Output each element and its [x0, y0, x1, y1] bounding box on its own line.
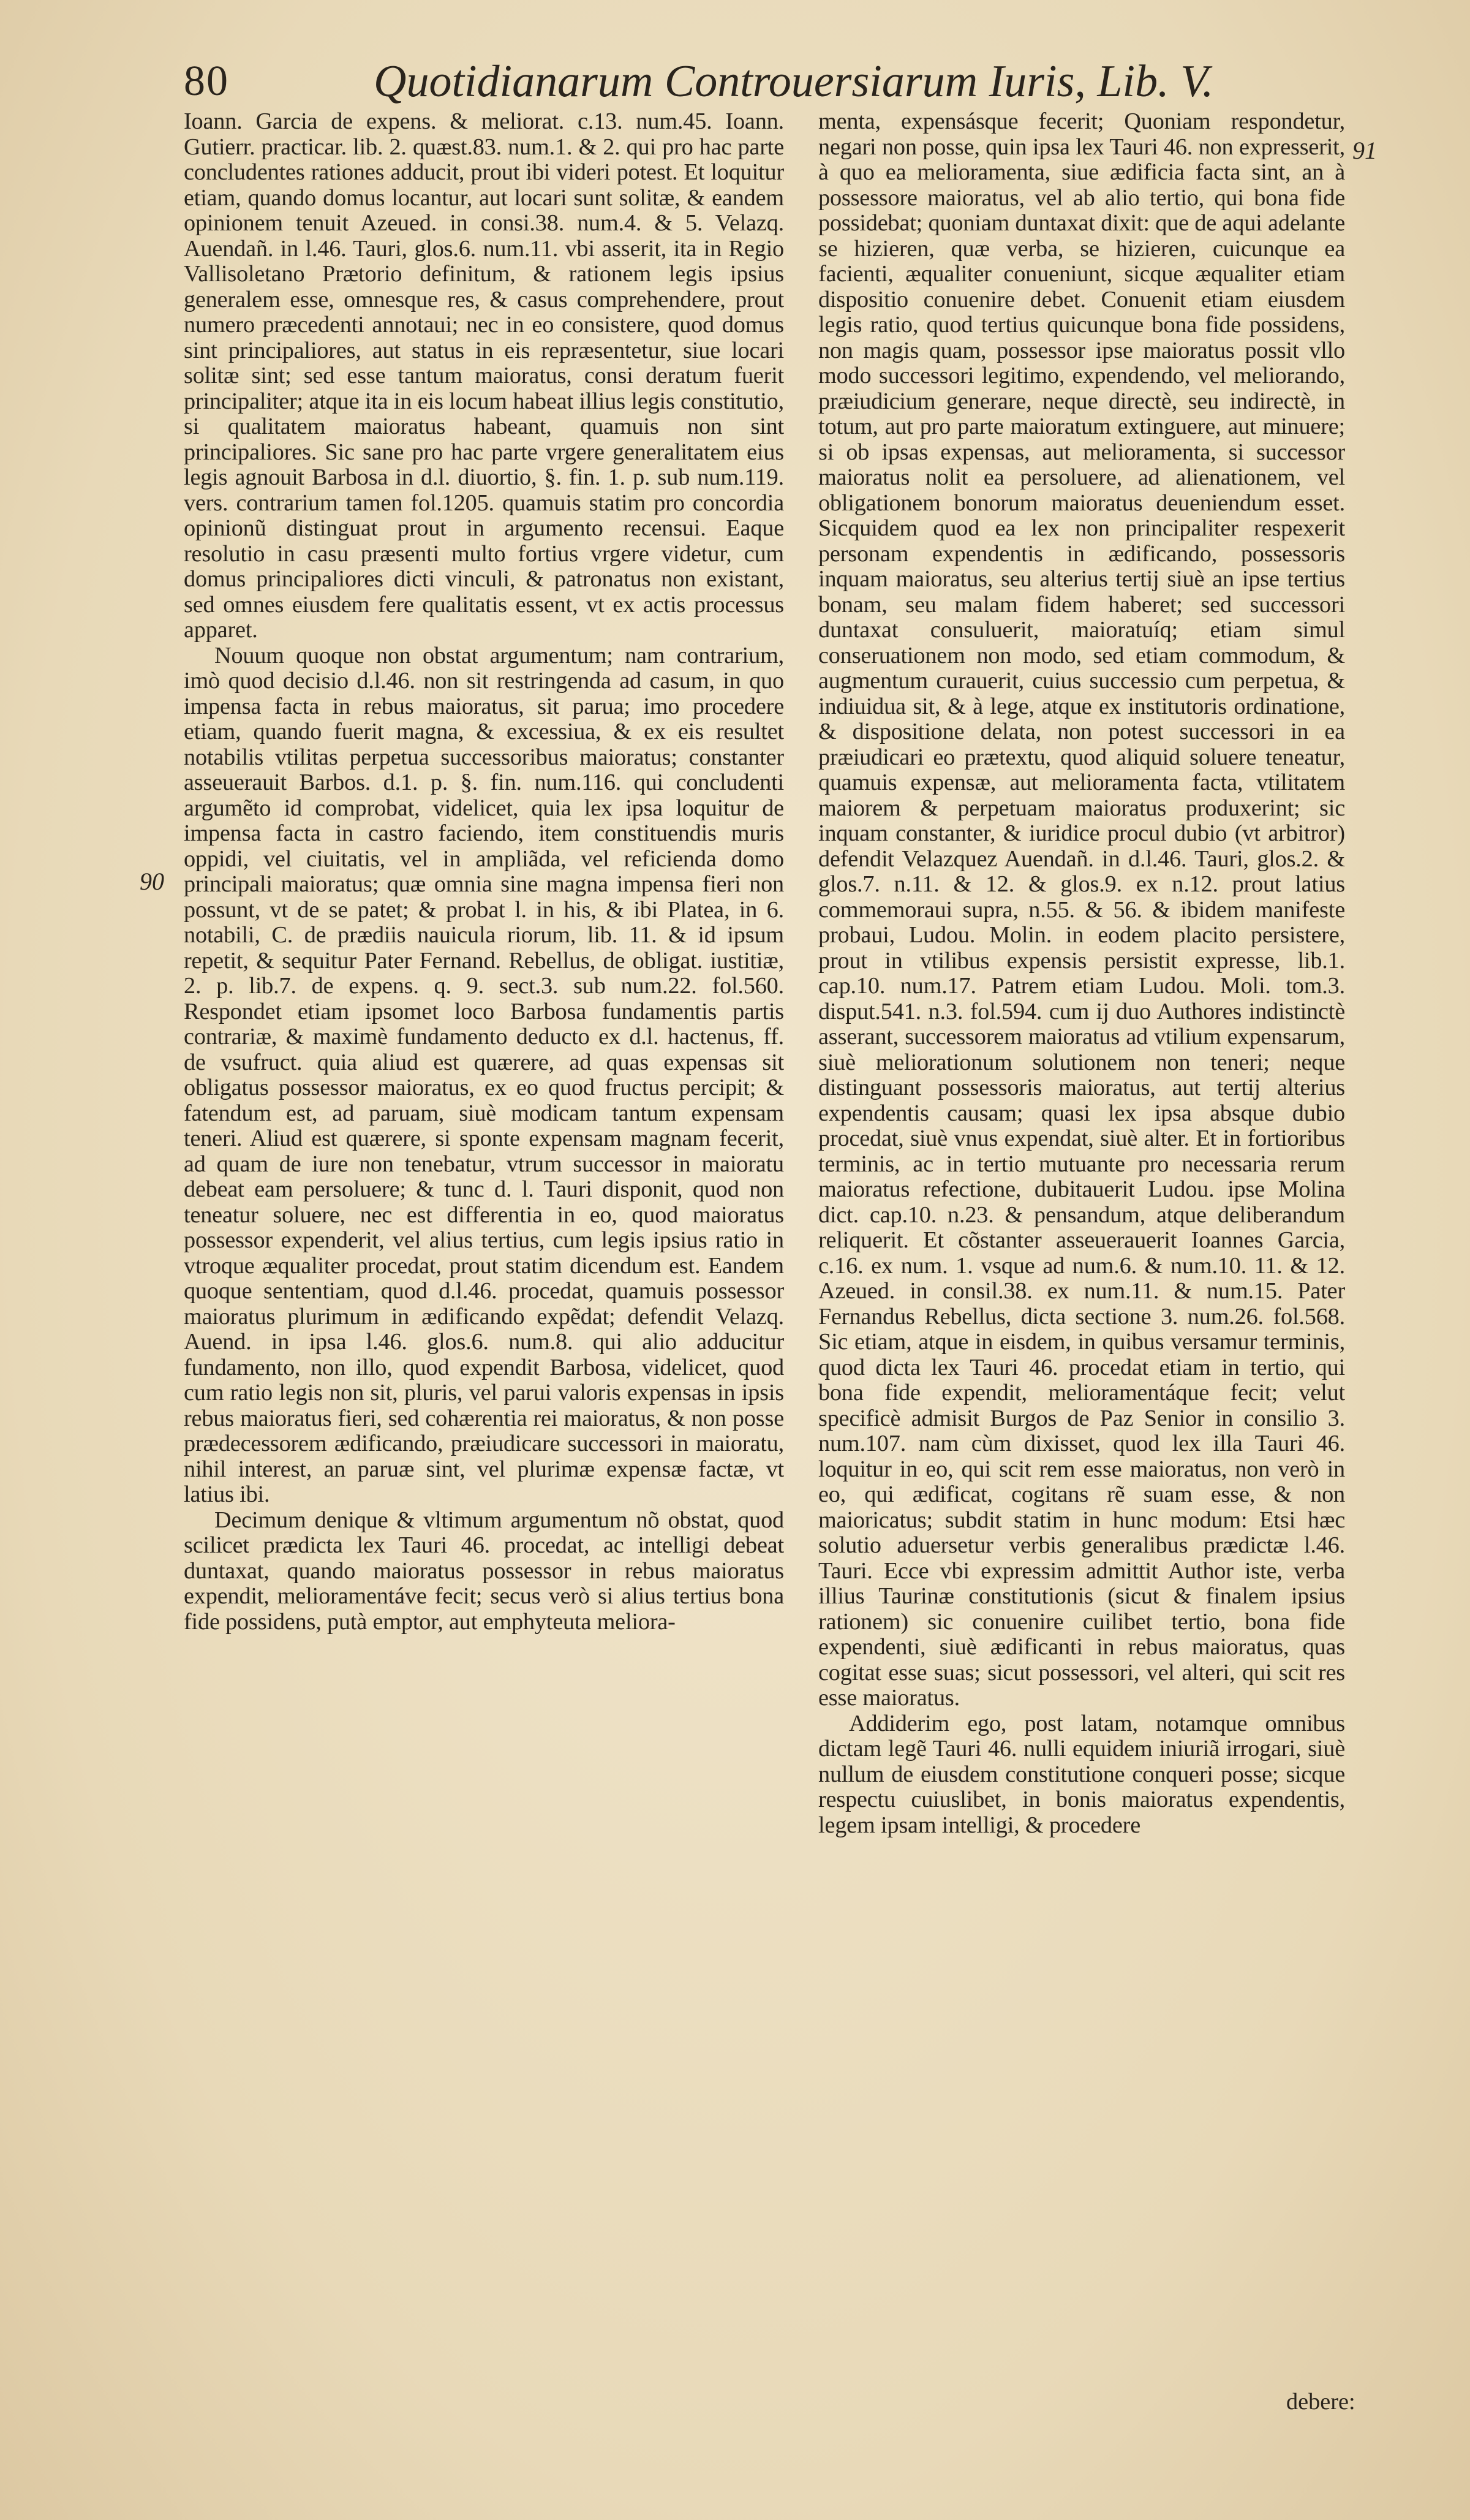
margin-note-number: 90 [140, 868, 164, 895]
paragraph: Addiderim ego, post latam, notamque omnibus dictam legẽ Tauri 46. nulli equidem iniuriã irrogari, siuè nullum de eiusdem constitutione conqueri posse; sicque respectu cuiuslibet, in bonis maioratus expendentis, legem ipsam intelligi, & procedere [818, 1710, 1345, 1838]
running-title: Quotidianarum Controuersiarum Iuris, Lib. V. [374, 56, 1214, 107]
paragraph: Decimum denique & vltimum argumentum nõ obstat, quod scilicet prædicta lex Tauri 46. procedat, ac intelligi debeat duntaxat, quando maioratus possessor in rebus maioratus expendit, melioramentáve fecit; secus verò si alius tertius bona fide possidens, putà emptor, aut emphyteuta meliora- [184, 1507, 784, 1635]
page-header [184, 48, 1348, 115]
left-text-column [184, 109, 784, 1635]
catchword: debere: [1286, 2389, 1355, 2415]
right-text-column [818, 109, 1345, 1838]
paragraph: Nouum quoque non obstat argumentum; nam contrarium, imò quod decisio d.l.46. non sit restringenda ad casum, in quo impensa facta in rebus maioratus, sit parua; imo procedere etiam, quando fuerit magna, & excessiua, & ex eis resultet notabilis vtilitas perpetua successoribus maioratus; constanter asseuerauit Barbos. d.1. p. §. fin. num.116. qui concludenti argumẽto id comprobat, videlicet, quia lex ipsa loquitur de impensa facta in castro faciendo, item constituendis muris oppidi, vel ciuitatis, vel in ampliãda, vel reficienda domo principali maioratus; quæ omnia sine magna impensa fieri non possunt, vt de se patet; & probat l. in his, & ibi Platea, in 6. notabili, C. de prædiis nauicula riorum, lib. 11. & id ipsum repetit, & sequitur Pater Fernand. Rebellus, de obligat. iustitiæ, 2. p. lib.7. de expens. q. 9. sect.3. sub num.22. fol.560. Respondet etiam ipsomet loco Barbosa fundamentis partis contrariæ, & maximè fundamento deducto ex d.l. hactenus, ff. de vsufruct. quia aliud est quærere, ad quas expensas sit obligatus possessor maioratus, ex eo quod fructus percipit; & fatendum est, ad paruam, siuè modicam tantum expensam teneri. Aliud est quærere, si sponte expensam magnam fecerit, ad quam de iure non tenebatur, vtrum successor in maioratu debeat eam persoluere; & tunc d. l. Tauri disponit, quod non teneatur soluere, nec est differentia in eo, quod maioratus possessor expenderit, vel alius tertius, cum legis ipsius ratio in vtroque æqualiter procedat, prout statim dicendum est. Eandem quoque sententiam, quod d.l.46. procedat, quamuis possessor maioratus plurimum in ædificando expẽdat; defendit Velazq. Auend. in ipsa l.46. glos.6. num.8. qui alio adducitur fundamento, non illo, quod expendit Barbosa, videlicet, quod cum ratio legis non sit, pluris, vel parui valoris expensas in ipsis rebus maioratus fieri, sed cohærentia rei maioratus, & non posse prædecessorem ædificando, præiudicare successori in maioratu, nihil interest, an paruæ sint, vel plurimæ expensæ factæ, vt latius ibi. [184, 642, 784, 1507]
paragraph: menta, expensásque fecerit; Quoniam respondetur, negari non posse, quin ipsa lex Tauri 46. non expresserit, à quo ea melioramenta, siue ædificia facta sint, an à possessore maioratus, vel ab alio tertio, qui bona fide possidebat; quoniam duntaxat dixit: que de aqui adelante se hizieren, quæ verba, se hizieren, cuicunque ea facienti, æqualiter conueniunt, sicque æqualiter etiam dispositio conuenire debet. Conuenit etiam eiusdem legis ratio, quod tertius quicunque bona fide possidens, non magis quam, possessor ipse maioratus possit vllo modo successori legitimo, expendendo, vel meliorando, præiudicium generare, neque directè, seu indirectè, in totum, aut pro parte maioratum extinguere, aut minuere; si ob ipsas expensas, aut melioramenta, si successor maioratus nolit ea persoluere, ad alienationem, vel obligationem bonorum maioratus deueniendum esset. Sicquidem quod ea lex non principaliter respexerit personam expendentis in ædificando, possessoris inquam maioratus, seu alterius tertij siuè an ipse tertius bonam, seu malam fidem haberet; sed successori duntaxat consuluerit, maioratuíq; etiam simul conseruationem non modo, sed etiam commodum, & augmentum curauerit, cuius successio cum perpetua, & indiuidua sit, & à lege, atque ex institutoris ordinatione, & dispositione delata, non potest successori in ea præiudicari eo prætextu, quod aliquid soluere teneatur, quamuis expensæ, aut melioramenta facta, vtilitatem maiorem & perpetuam maioratus produxerint; sic inquam constanter, & iuridice procul dubio (vt arbitror) defendit Velazquez Auendañ. in d.l.46. Tauri, glos.2. & glos.7. n.11. & 12. & glos.9. ex n.12. prout latius commemoraui supra, n.55. & 56. & ibidem manifeste probaui, Ludou. Molin. in eodem placito persistere, prout in vtilibus expensis persistit expresse, lib.1. cap.10. num.17. Patrem etiam Ludou. Moli. tom.3. disput.541. n.3. fol.594. cum ij duo Authores indistinctè asserant, successorem maioratus ad vtilium expensarum, siuè meliorationum solutionem non teneri; neque distinguant possessoris maioratus, aut tertij alterius expendentis causam; quasi lex ipsa absque dubio procedat, siuè vnus expendat, siuè alter. Et in fortioribus terminis, ac in tertio mutuante pro necessaria rerum maioratus refectione, dubitauerit Ludou. ipse Molina dict. cap.10. n.23. & pensandum, atque deliberandum reliquerit. Et cõstanter asseuerauerit Ioannes Garcia, c.16. ex num. 1. vsque ad num.6. & num.10. 11. & 12. Azeued. in consil.38. ex num.11. & num.15. Pater Fernandus Rebellus, dicta sectione 3. num.26. fol.568. Sic etiam, atque in eisdem, in quibus versamur terminis, quod dicta lex Tauri 46. procedat etiam in tertio, qui bona fide expendit, melioramentáque fecit; velut specificè admisit Burgos de Paz Senior in consilio 3. num.107. nam cùm dixisset, quod lex illa Tauri 46. loquitur in eo, qui scit rem esse maioratus, non verò in eo, qui ædificat, cogitans rẽ suam esse, & non maioricatus; subdit statim in hunc modum: Etsi hæc solutio aduersetur verbis generalibus prædictæ l.46. Tauri. Ecce vbi expressim admittit Author iste, verba illius Taurinæ constitutionis (sicut & finalem ipsius rationem) sic conuenire cuilibet tertio, bona fide expendenti, siuè ædificanti in rebus maioratus, quas cogitat esse suas; sicut possessori, vel alteri, qui scit res esse maioratus. [818, 108, 1345, 1711]
paragraph: Ioann. Garcia de expens. & meliorat. c.13. num.45. Ioann. Gutierr. practicar. lib. 2. quæst.83. num.1. & 2. qui pro hac parte concludentes rationes adducit, prout ibi videri potest. Et loquitur etiam, quando domus locantur, aut locari sunt solitæ, & eandem opinionem tenuit Azeued. in consi.38. num.4. & 5. Velazq. Auendañ. in l.46. Tauri, glos.6. num.11. vbi asserit, ita in Regio Vallisoletano Prætorio definitum, & rationem legis ipsius generalem esse, omnesque res, & casus comprehendere, prout numero præcedenti annotaui; nec in eo consistere, quod domus sint principaliores, aut status in eis repræsentetur, siue locari solitæ sint; sed esse tantum maioratus, consi deratum fuerit principaliter; atque ita in eis locum habeat illius legis constitutio, si qualitatem maioratus habeant, quamuis non sint principaliores. Sic sane pro hac parte vrgere generalitatem eius legis agnouit Barbosa in d.l. diuortio, §. fin. 1. p. sub num.119. vers. contrarium tamen fol.1205. quamuis statim pro concordia opinionũ distinguat prout in argumento recensui. Eaque resolutio in casu præsenti multo fortius vrgere videtur, cum domus principaliores dicti vinculi, & patronatus non existant, sed omnes eiusdem fere qualitatis essent, vt ex actis processus apparet. [184, 108, 784, 643]
page-number: 80 [184, 58, 229, 105]
margin-note-number: 91 [1352, 137, 1377, 164]
